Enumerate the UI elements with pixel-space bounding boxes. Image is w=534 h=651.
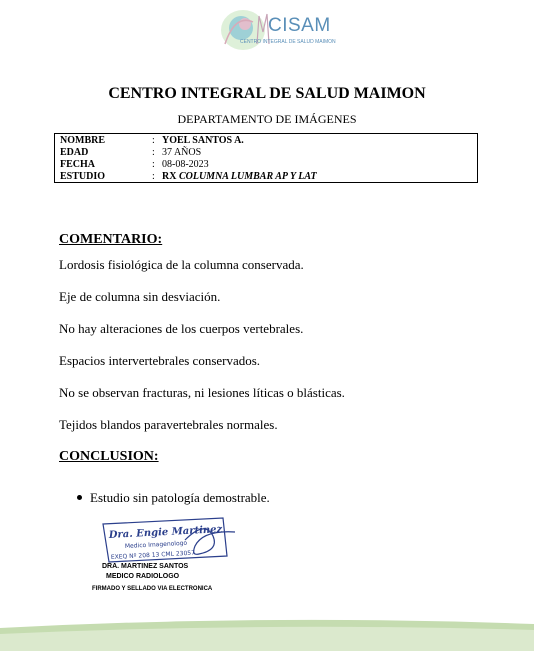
bullet-icon <box>77 495 82 500</box>
comment-line: No se observan fracturas, ni lesiones líticas o blásticas. <box>59 385 345 400</box>
info-colon: : <box>152 171 155 182</box>
comentario-heading: COMENTARIO: <box>59 232 163 247</box>
info-colon: : <box>152 159 155 170</box>
info-label: EDAD <box>60 147 89 158</box>
comment-line: Eje de columna sin desviación. <box>59 289 221 304</box>
study-date: 08-08-2023 <box>162 159 209 170</box>
logo-text: CISAM <box>268 15 331 36</box>
stamp-title: Medico Imagenologo <box>124 539 188 550</box>
comment-line: No hay alteraciones de los cuerpos vertebrales. <box>59 321 304 336</box>
info-colon: : <box>152 135 155 146</box>
info-label: FECHA <box>60 159 95 170</box>
signer-name: DRA. MARTINEZ SANTOS <box>102 563 189 570</box>
comment-line: Tejidos blandos paravertebrales normales. <box>59 417 278 432</box>
conclusion-heading: CONCLUSION: <box>59 449 159 464</box>
stamp-name: Dra. Engie Martinez <box>108 524 223 541</box>
info-label: ESTUDIO <box>60 171 106 182</box>
study-description: COLUMNA LUMBAR AP Y LAT <box>178 171 317 182</box>
study-prefix: RX <box>162 171 177 182</box>
patient-info-box <box>54 133 478 183</box>
department-name: DEPARTAMENTO DE IMÁGENES <box>177 112 357 126</box>
signer-title: MEDICO RADIOLOGO <box>106 573 180 580</box>
footer-wave <box>0 612 534 651</box>
info-label: NOMBRE <box>60 135 105 146</box>
comment-line: Lordosis fisiológica de la columna conservada. <box>59 257 304 272</box>
document-title: CENTRO INTEGRAL DE SALUD MAIMON <box>108 85 426 102</box>
info-colon: : <box>152 147 155 158</box>
patient-age: 37 AÑOS <box>162 147 202 158</box>
comment-line: Espacios intervertebrales conservados. <box>59 353 261 368</box>
study-type <box>162 171 317 183</box>
conclusion-item: Estudio sin patología demostrable. <box>90 490 270 505</box>
signature-stamp <box>95 510 245 570</box>
stamp-exeq: EXEQ Nº 208 13 CML 23057 <box>110 549 196 561</box>
logo-subtext: CENTRO INTEGRAL DE SALUD MAIMON <box>240 39 336 45</box>
signature-note: FIRMADO Y SELLADO VIA ELECTRONICA <box>92 586 213 592</box>
patient-name: YOEL SANTOS A. <box>162 135 244 146</box>
